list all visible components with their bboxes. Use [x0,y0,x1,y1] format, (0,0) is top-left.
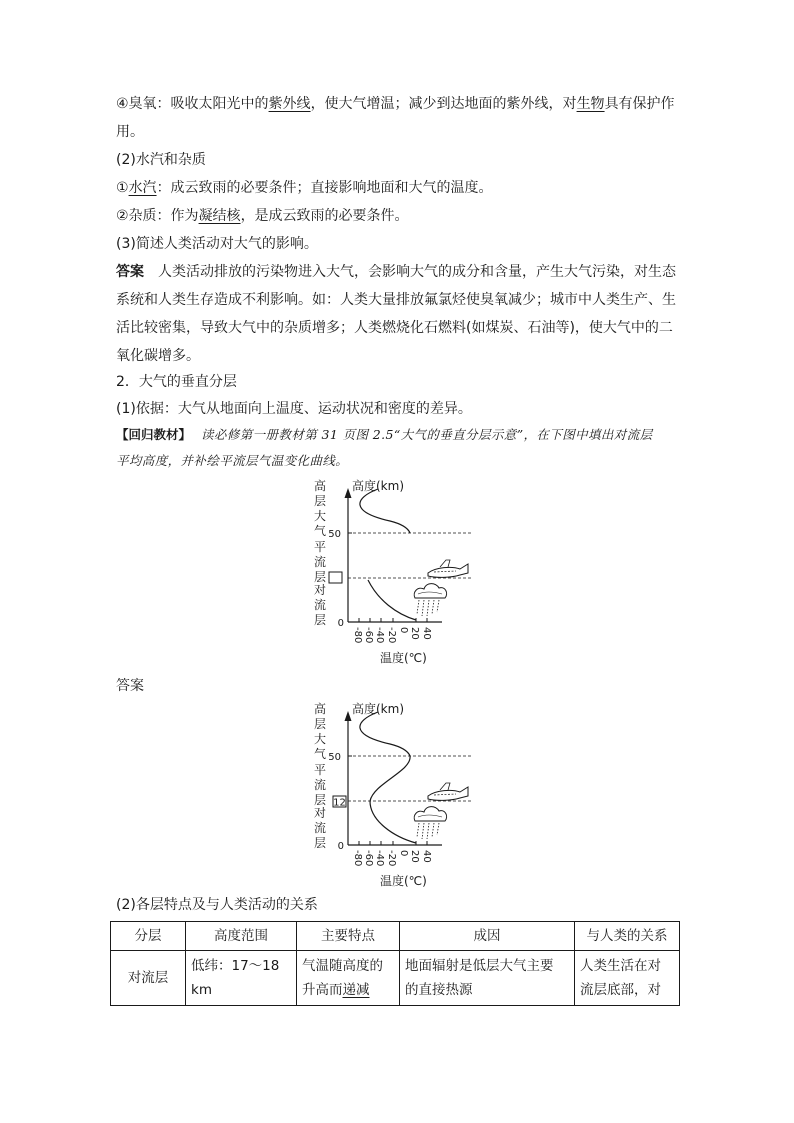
height-answer-box[interactable] [329,572,342,583]
table-cell-relation [575,951,680,1006]
cell-line: km [191,982,212,998]
svg-text:-20: -20 [386,850,397,867]
svg-text:40: 40 [421,627,432,640]
svg-text:-60: -60 [363,850,374,867]
layer-label-stratosphere [314,763,326,807]
answer-line1 [116,262,676,282]
table-header-cell: 与人类的关系 [575,922,680,951]
layer-label-stratosphere [314,540,326,584]
heading-layer-features: (2)各层特点及与人类活动的关系 [116,897,318,913]
svg-text:对: 对 [314,806,327,820]
answer-text: 人类活动排放的污染物进入大气，会影响大气的成分和含量，产生大气污染，对生态 [158,264,676,280]
answer-line3: 活比较密集，导致大气中的杂质增多；人类燃烧化石燃料(如煤炭、石油等)，使大气中的二 [116,320,673,336]
upper-temperature-curve [360,712,410,756]
table-header-cell: 主要特点 [297,922,400,951]
svg-text:气: 气 [314,747,327,761]
svg-text:-80: -80 [352,850,363,867]
svg-text:层: 层 [314,494,327,508]
answer-line2: 系统和人类生存造成不利影响。如：人类大量排放氟氯烃使臭氧减少；城市中人类生产、生 [116,292,676,308]
tick-0: 0 [337,618,344,629]
answer-label: 答案 [116,264,144,280]
y-axis-label: 高度(km) [352,702,405,716]
airplane-icon [428,560,468,577]
cell-line: 流层底部，对 [580,982,661,998]
table-cell-cause [400,951,575,1006]
y-axis-arrow [345,711,352,721]
svg-text:层: 层 [314,793,327,807]
svg-text:高: 高 [314,479,327,493]
atmosphere-layers-diagram-answer [300,697,490,893]
review-text: 读必修第一册教材第 31 页图 2.5“大气的垂直分层示意”，在下图中填出对流层 [201,427,653,442]
cell-line: 低纬：17～18 [191,958,280,974]
layer-features-table [110,921,680,1006]
cell-line [302,978,394,1002]
review-label: 【回归教材】 [116,427,192,442]
question-human-impact: (3)简述人类活动对大气的影响。 [116,236,318,252]
svg-text:-80: -80 [352,627,363,644]
rain-cloud-icon [414,584,446,616]
text-segment: ，使大气增温；减少到达地面的紫外线，对 [310,96,577,112]
airplane-icon [428,783,468,800]
answer-line4: 氧化碳增多。 [116,348,200,364]
svg-text:层: 层 [314,836,327,850]
paragraph-water-vapor [116,178,493,198]
answer-label-diagram: 答案 [116,678,144,694]
x-axis-label: 温度(℃) [380,874,427,888]
stratosphere-temperature-curve [370,756,410,801]
text-segment: ：成云致雨的必要条件；直接影响地面和大气的温度。 [156,180,493,196]
svg-text:层: 层 [314,613,327,627]
svg-text:大: 大 [314,732,327,746]
text-segment: ，是成云致雨的必要条件。 [240,208,409,224]
y-axis-label: 高度(km) [352,479,405,493]
heading-water-vapor-impurities: (2)水汽和杂质 [116,152,206,168]
text-segment: ②杂质：作为 [116,208,199,224]
svg-text:平: 平 [314,763,327,777]
svg-text:大: 大 [314,509,327,523]
y-axis-arrow [345,488,352,498]
svg-text:-40: -40 [374,850,385,867]
table-header-cell: 分层 [111,922,186,951]
tick-50: 50 [328,752,341,763]
height-answer-value: 12 [333,797,346,809]
cell-line: 的直接热源 [405,982,473,998]
tick-0: 0 [337,841,344,852]
svg-text:40: 40 [421,850,432,863]
paragraph-ozone-line2: 用。 [116,124,144,140]
table-header-row [111,922,680,951]
text-segment: ④臭氧：吸收太阳光中的 [116,96,269,112]
tick-50: 50 [328,529,341,540]
svg-text:高: 高 [314,702,327,716]
paragraph-basis: (1)依据：大气从地面向上温度、运动状况和密度的差异。 [116,401,472,417]
paragraph-ozone-line1 [116,94,675,114]
svg-text:20: 20 [409,627,420,640]
svg-text:流: 流 [314,555,327,569]
underlined-term: 生物 [576,96,605,112]
svg-text:0: 0 [398,850,409,857]
review-line1 [116,425,653,445]
layer-label-upper [314,478,326,538]
svg-text:-20: -20 [386,627,397,644]
rain-cloud-icon [414,807,446,839]
layer-label-troposphere [314,805,326,850]
x-tick-labels [352,850,432,866]
table-cell-feature [297,951,400,1006]
svg-text:20: 20 [409,850,420,863]
underlined-term: 水汽 [128,180,157,196]
table-header-cell: 成因 [400,922,575,951]
svg-text:气: 气 [314,524,327,538]
svg-text:平: 平 [314,540,327,554]
svg-text:流: 流 [314,821,327,835]
cell-line: 地面辐射是低层大气主要 [405,958,554,974]
svg-text:对: 对 [314,583,327,597]
svg-text:0: 0 [398,627,409,634]
x-axis-label: 温度(℃) [380,651,427,665]
svg-text:-40: -40 [374,627,385,644]
underlined-term: 凝结核 [198,208,241,224]
section-vertical-layers: 2．大气的垂直分层 [116,374,237,390]
svg-text:-60: -60 [363,627,374,644]
troposphere-temperature-curve [368,580,416,620]
x-tick-labels [352,627,432,643]
review-text: 平均高度，并补绘平流层气温变化曲线。 [116,453,349,468]
table-header-cell: 高度范围 [186,922,297,951]
upper-temperature-curve [360,489,410,533]
atmosphere-layers-diagram-question [300,474,490,670]
table-row [111,951,680,1006]
underlined-term: 紫外线 [268,96,311,112]
svg-text:层: 层 [314,570,327,584]
table-cell-height [186,951,297,1006]
cell-text: 升高而 [302,982,343,998]
layer-label-upper [314,701,326,761]
svg-text:流: 流 [314,778,327,792]
layer-label-troposphere [314,582,326,627]
underlined-term: 递减 [342,982,370,998]
cell-line: 气温随高度的 [302,958,383,974]
table-cell-layer: 对流层 [111,951,186,1006]
troposphere-temperature-curve [370,801,416,843]
paragraph-impurities [116,206,409,226]
review-line2 [116,451,348,471]
svg-text:流: 流 [314,598,327,612]
cell-line: 人类生活在对 [580,958,661,974]
text-segment: 具有保护作 [604,96,675,112]
svg-text:层: 层 [314,717,327,731]
text-segment: ① [116,180,129,196]
